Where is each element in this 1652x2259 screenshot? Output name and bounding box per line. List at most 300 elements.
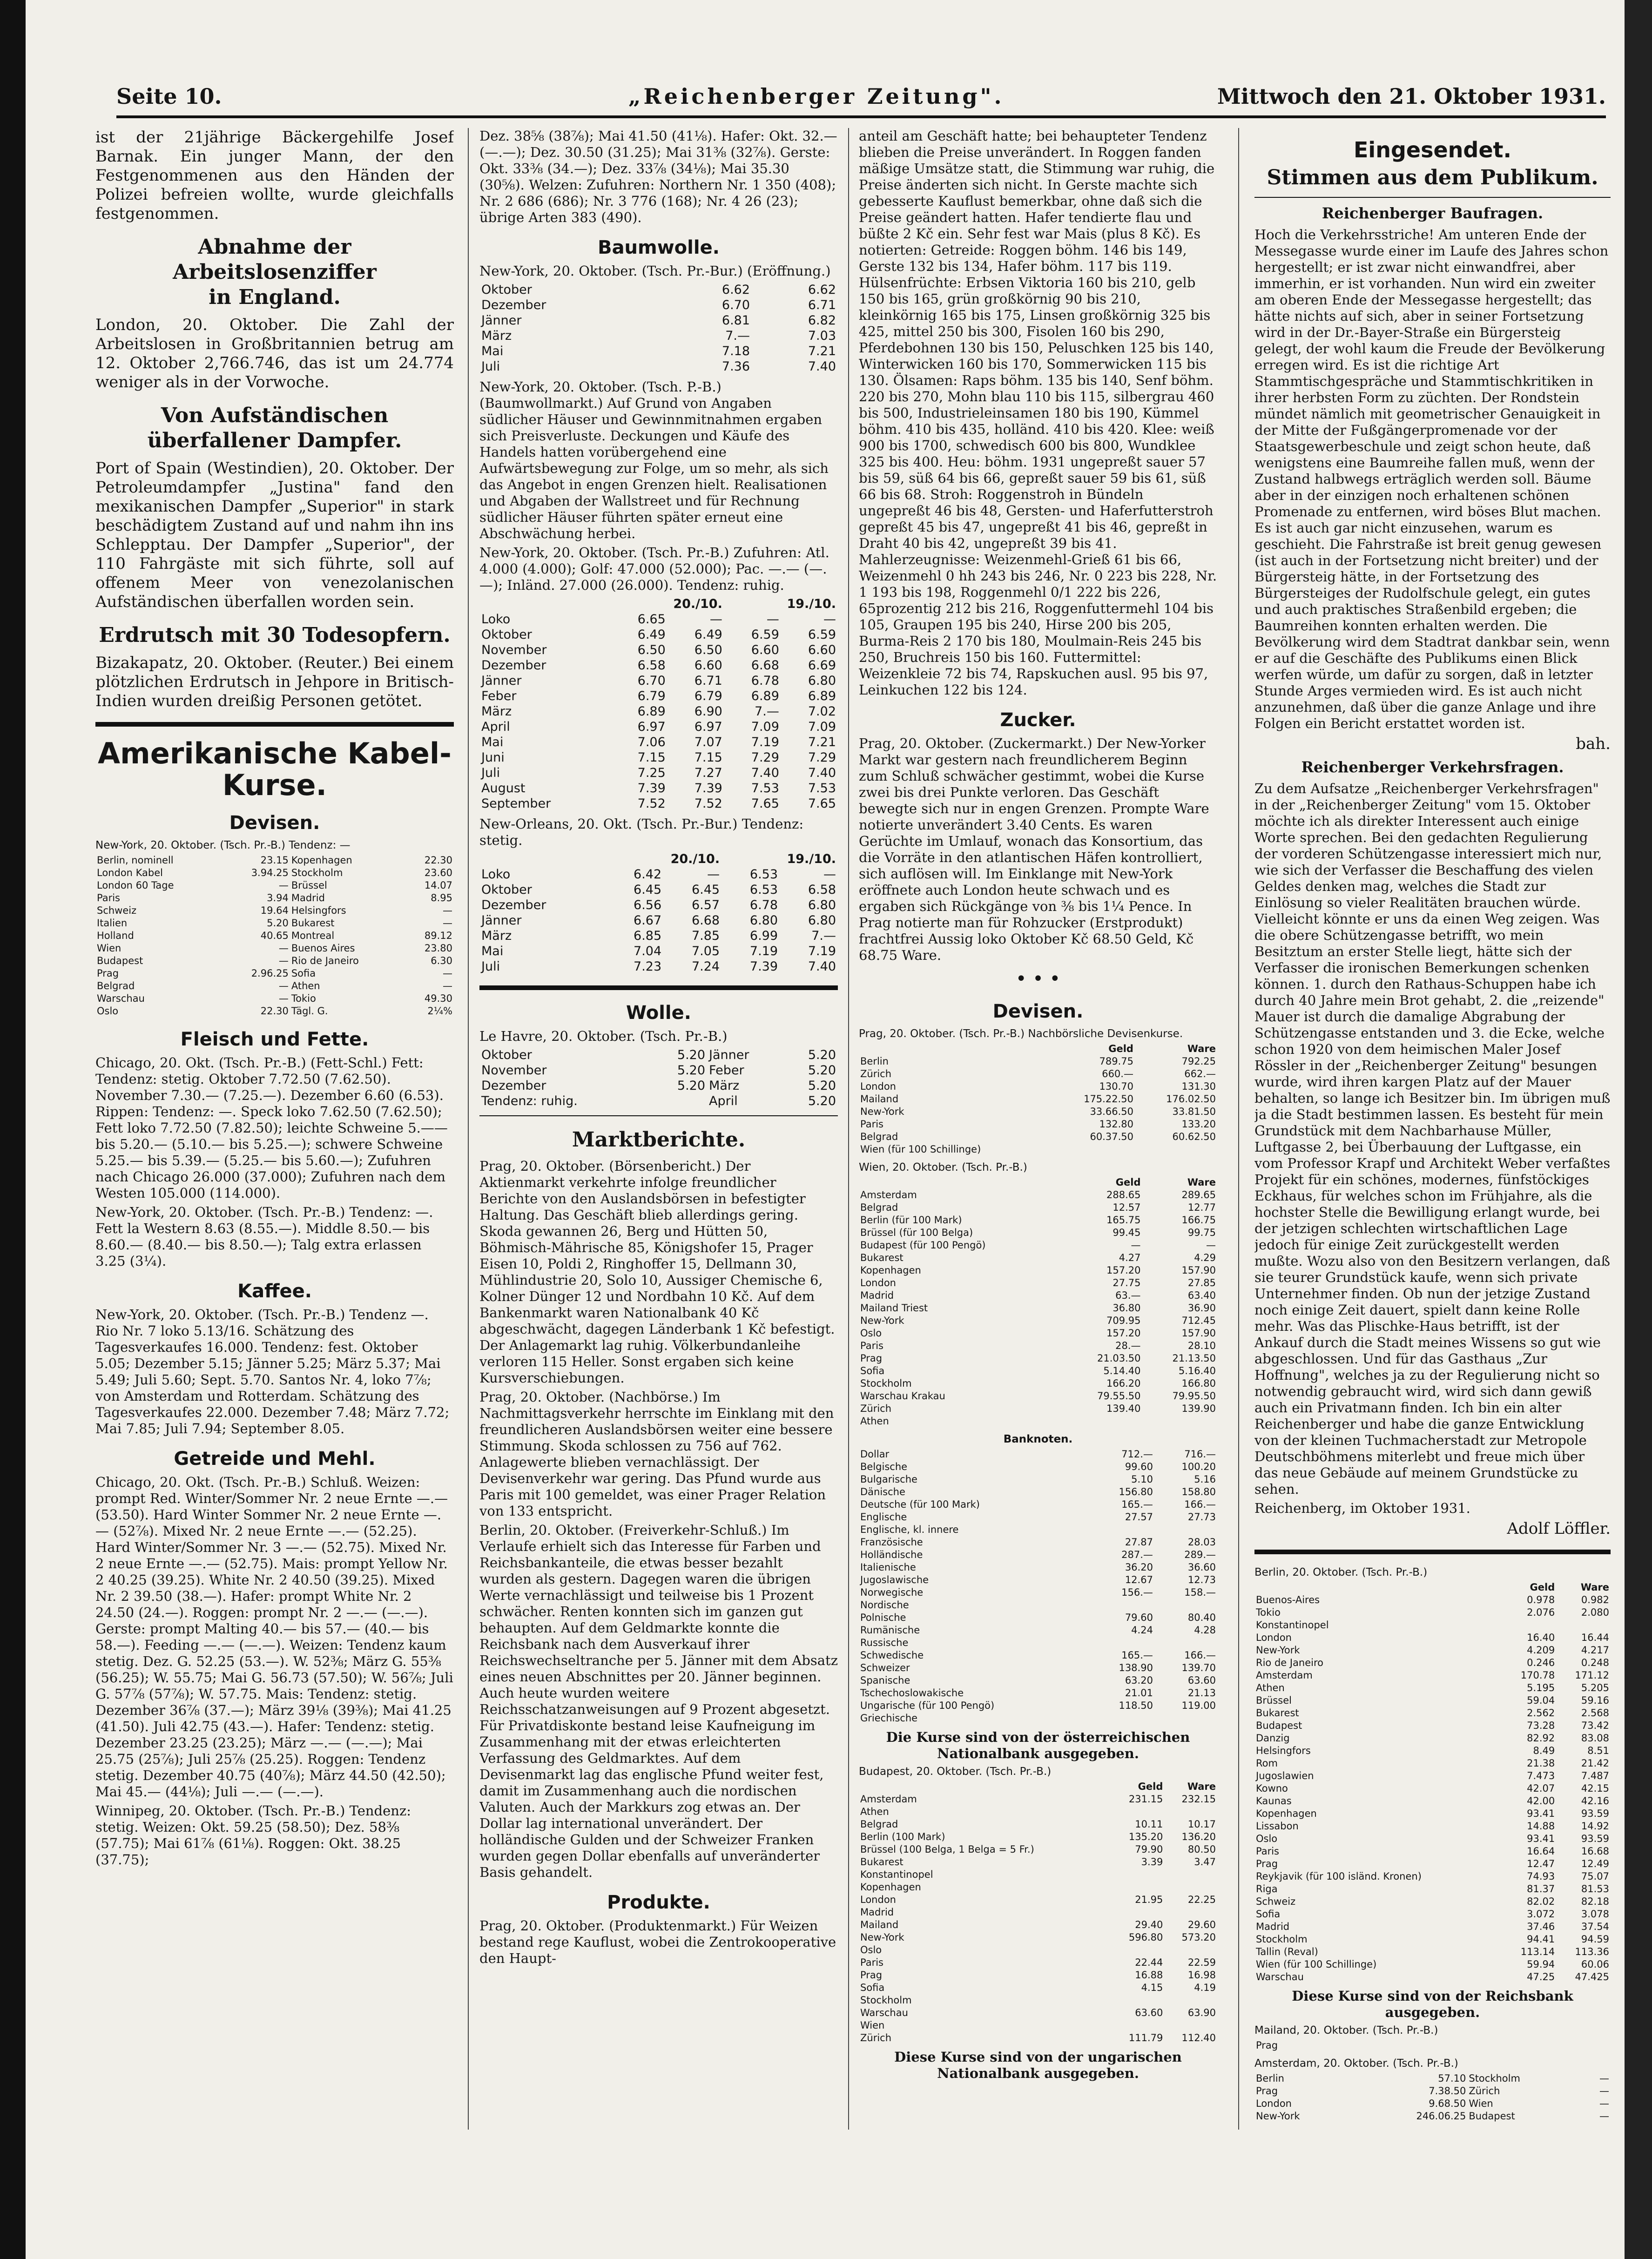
table-cell: 4.209 <box>1527 1645 1555 1656</box>
berlin-table <box>1254 1581 1611 1983</box>
headline-wolle: Wolle. <box>626 1002 691 1024</box>
table-cell: London <box>860 1894 896 1905</box>
table-cell: 6.62 <box>808 283 836 297</box>
table-row <box>95 867 454 879</box>
table-cell <box>1545 2039 1578 2052</box>
table-cell: London <box>860 1081 896 1092</box>
table-row <box>859 2019 1217 2032</box>
banknoten-table <box>859 1448 1217 1725</box>
table-row <box>859 1403 1217 1415</box>
table-cell: 49.30 <box>424 993 452 1004</box>
table-cell: 118.50 <box>1119 1700 1153 1711</box>
table-cell: 158.— <box>1184 1587 1216 1598</box>
table-row <box>859 1536 1217 1549</box>
article-markt-1: Prag, 20. Oktober. (Börsenbericht.) Der Aktienmarkt verkehrte infolge freundlicher Berichte von den Auslandsbörsen in befestigter Haltung. Das Geschäft blieb allerdings gering. Skoda gewannen 26, Berg und Hütten 50, Böhmisch-Mährische 85, Königshofer 15, Prager Eisen 10, Poldi 2, Ringhoffer 15, Dellmann 30, Mühlindustrie 20, Solo 10, Aussiger Chemische 6, Kolner Dünger 12 und Nordbahn 10 Kč. Auf dem Bankenmarkt waren Nationalbank 40 Kč abgeschwächt, dagegen Länderbank 1 Kč befestigt. Der Anlagemarkt lag ruhig. Völkerbundanleihe verloren 115 Heller. Sonst ergaben sich keine Kursverschiebungen. <box>479 1158 835 1386</box>
table-cell: 139.90 <box>1181 1403 1216 1414</box>
table-cell: Mai <box>481 344 504 358</box>
table-cell: Sofia <box>860 1982 885 1993</box>
oest-note: Die Kurse sind von der österreichischen Nationalbank ausgegeben. <box>886 1729 1190 1761</box>
table-header-row <box>859 1780 1217 1793</box>
column-rule-2 <box>848 128 849 2130</box>
table-cell: 7.52 <box>637 796 666 811</box>
table-cell: 5.205 <box>1581 1682 1609 1693</box>
table-cell: — <box>1599 2073 1609 2084</box>
table-cell: 14.07 <box>424 880 452 891</box>
budapest-table <box>859 1780 1217 2044</box>
berlin-header: Berlin, 20. Oktober. (Tsch. Pr.-B.) <box>1254 1566 1428 1578</box>
bw-ny2-table <box>479 596 838 811</box>
table-cell: Italienische <box>860 1562 916 1573</box>
table-row <box>859 1448 1217 1461</box>
table-cell <box>1164 1944 1217 1956</box>
table-cell <box>1164 1994 1217 2007</box>
table-cell: 79.55.50 <box>1097 1390 1141 1402</box>
article-fleisch: Chicago, 20. Okt. (Tsch. Pr.-B.) (Fett-Schl.) Fett: Tendenz: stetig. Oktober 7.72.50 (7.62.50). November 7.30.— (7.25.—). Dezember 6.60 (6.53). Rippen: Tendenz: —. Speck loko 7.62.50 (7.62.50); Fett loko 7.72.50 (7.82.50); leichte Schweine 5.—— bis 5.20.— (5.10.— bis 5.25.—); schwere Schweine 5.25.— bis 5.39.— (5.25.— bis 5.60.—); Zufuhren nach Chicago 26.000 (37.000); Zufuhren nach dem Westen 105.000 (114.000). <box>95 1055 448 1201</box>
table-cell: 27.85 <box>1187 1277 1216 1288</box>
table-cell: 113.14 <box>1520 1946 1555 1957</box>
table-row <box>859 1055 1217 1068</box>
table-row <box>1254 1858 1611 1870</box>
table-cell: Juni <box>481 750 505 765</box>
table-cell: Athen <box>860 1806 889 1817</box>
table-cell: 16.98 <box>1187 1969 1216 1981</box>
table-cell: Prag <box>1256 1858 1278 1869</box>
table-cell: 94.41 <box>1527 1934 1555 1945</box>
table-cell: Reykjavik (für 100 isländ. Kronen) <box>1256 1871 1422 1882</box>
table-cell: 166.— <box>1184 1650 1216 1661</box>
table-cell: 7.19 <box>808 944 836 958</box>
table-cell: — <box>443 917 452 929</box>
table-row <box>859 1289 1217 1302</box>
table-cell: 157.90 <box>1181 1265 1216 1276</box>
table-cell: Juli <box>481 359 500 374</box>
table-cell: 712.45 <box>1181 1315 1216 1326</box>
table-row <box>479 658 838 673</box>
table-row <box>95 879 454 892</box>
table-cell: 60.06 <box>1581 1959 1609 1970</box>
table-cell: 131.30 <box>1181 1081 1216 1092</box>
table-cell: Montreal <box>291 930 335 941</box>
table-cell: 289.65 <box>1181 1189 1216 1200</box>
table-cell: 7.40 <box>808 959 836 974</box>
table-cell: Belgrad <box>860 1131 898 1142</box>
table-cell: Prag <box>860 1969 883 1981</box>
table-row <box>859 1106 1217 1118</box>
table-row <box>1254 1883 1611 1895</box>
table-cell: 111.79 <box>1128 2032 1163 2043</box>
table-row <box>859 1068 1217 1080</box>
table-cell: 6.80 <box>808 674 836 688</box>
table-cell: November <box>481 643 547 657</box>
table-row <box>1254 1921 1611 1933</box>
table-row <box>479 944 838 959</box>
table-row <box>859 1340 1217 1352</box>
table-cell: Feber <box>709 1063 744 1078</box>
headline-erdrutsch: Erdrutsch mit 30 Todesopfern. <box>99 623 451 647</box>
table-row <box>859 1227 1217 1239</box>
table-cell: Madrid <box>291 892 325 904</box>
table-cell: 7.04 <box>634 944 662 958</box>
table-row <box>859 1143 1217 1156</box>
table-row <box>95 892 454 904</box>
table-row <box>859 1473 1217 1486</box>
table-cell <box>1556 1619 1611 1632</box>
table-cell: 7.23 <box>634 959 662 974</box>
table-cell: — <box>278 880 289 891</box>
table-cell: Dezember <box>481 298 546 312</box>
table-cell: 81.37 <box>1527 1883 1555 1895</box>
table-cell: 113.36 <box>1575 1946 1609 1957</box>
table-cell: Sofia <box>860 1365 885 1376</box>
table-cell: 73.42 <box>1581 1720 1609 1731</box>
table-row <box>1254 1732 1611 1745</box>
table-cell: 7.53 <box>808 781 836 796</box>
table-row <box>859 1327 1217 1340</box>
table-cell: — <box>823 867 836 882</box>
table-cell: 93.59 <box>1581 1808 1609 1819</box>
table-row <box>479 359 838 374</box>
table-cell: 7.09 <box>751 720 779 734</box>
table-row <box>1254 1795 1611 1807</box>
table-row <box>1254 1682 1611 1694</box>
table-cell: 792.25 <box>1181 1056 1216 1067</box>
table-cell: 82.18 <box>1581 1896 1609 1907</box>
table-cell: März <box>481 329 512 343</box>
table-cell: London 60 Tage <box>97 880 174 891</box>
table-cell: 7.— <box>725 329 750 343</box>
table-cell <box>1154 1599 1217 1612</box>
table-cell: Buenos Aires <box>291 943 355 954</box>
table-cell: Tendenz: ruhig. <box>481 1094 578 1108</box>
table-cell: 287.— <box>1121 1549 1153 1560</box>
table-cell: 6.89 <box>808 689 836 703</box>
table-row <box>1254 1669 1611 1682</box>
table-cell: Tschechoslowakische <box>860 1687 964 1699</box>
table-cell: 28.03 <box>1187 1537 1216 1548</box>
table-cell: 596.80 <box>1128 1932 1163 1943</box>
table-header-cell <box>859 1043 1052 1055</box>
table-cell: Schweizer <box>860 1662 910 1673</box>
table-cell: 7.65 <box>751 796 779 811</box>
table-cell: 166.75 <box>1181 1214 1216 1226</box>
table-header-cell <box>479 851 605 867</box>
table-cell <box>1112 2019 1165 2032</box>
table-row <box>1254 1833 1611 1845</box>
table-cell <box>1164 1806 1217 1818</box>
table-cell: 42.07 <box>1527 1783 1555 1794</box>
table-cell: 94.59 <box>1581 1934 1609 1945</box>
column-4 <box>1254 128 1611 2130</box>
table-row <box>859 1365 1217 1377</box>
table-cell: 136.20 <box>1181 1831 1216 1842</box>
table-cell: November <box>481 1063 547 1078</box>
table-cell: 139.40 <box>1106 1403 1141 1414</box>
table-cell: Helsingfors <box>1256 1745 1311 1756</box>
headline-fleisch: Fleisch und Fette. <box>180 1029 369 1050</box>
table-row <box>95 930 454 942</box>
table-cell: Mailand <box>860 1093 899 1105</box>
table-row <box>95 992 454 1005</box>
table-cell: 12.49 <box>1581 1858 1609 1869</box>
table-cell: 8.95 <box>431 892 452 904</box>
table-cell: 716.— <box>1184 1449 1216 1460</box>
table-cell: Jänner <box>481 674 522 688</box>
table-cell: 7.65 <box>808 796 836 811</box>
table-cell: Belgrad <box>860 1202 898 1213</box>
table-row <box>1254 1933 1611 1946</box>
section-rule <box>95 722 454 727</box>
table-cell: Kopenhagen <box>291 855 352 866</box>
table-cell: 23.60 <box>424 867 452 878</box>
table-cell: 130.70 <box>1099 1081 1133 1092</box>
table-cell: 156.— <box>1121 1587 1153 1598</box>
table-cell: Prag <box>97 968 119 979</box>
table-cell: Bukarest <box>860 1856 904 1868</box>
article-erdrutsch: Bizakapatz, 20. Oktober. (Reuter.) Bei einem plötzlichen Erdrutsch in Jehpore in Britisch-Indien wurden dreißig Personen getötet. <box>95 654 454 710</box>
table-cell: 27.87 <box>1125 1537 1153 1548</box>
table-cell: — <box>278 993 289 1004</box>
table-row <box>859 1352 1217 1365</box>
table-cell: — <box>1599 2085 1609 2097</box>
table-cell: 21.01 <box>1125 1687 1153 1699</box>
table-cell: Kopenhagen <box>1256 1808 1317 1819</box>
table-row <box>859 1118 1217 1131</box>
table-cell: 119.00 <box>1181 1700 1216 1711</box>
table-cell: Nordische <box>860 1599 909 1611</box>
headline-getreide: Getreide und Mehl. <box>174 1448 376 1470</box>
table-row <box>859 1415 1217 1428</box>
table-row <box>95 854 454 867</box>
table-cell: 7.38.50 <box>1429 2085 1466 2097</box>
table-cell: 6.69 <box>808 658 836 673</box>
table-cell: 6.58 <box>808 883 836 897</box>
table-row <box>859 1189 1217 1201</box>
table-cell: 7.40 <box>808 359 836 374</box>
table-cell: 6.89 <box>637 704 666 719</box>
table-row <box>1254 1782 1611 1795</box>
table-row <box>479 282 838 297</box>
table-cell: 7.24 <box>691 959 720 974</box>
table-cell: Mailand Triest <box>860 1302 928 1314</box>
table-row <box>479 1093 838 1109</box>
wolle-table <box>479 1047 838 1109</box>
table-cell: 12.77 <box>1187 1202 1216 1213</box>
table-row <box>1254 1606 1611 1619</box>
table-cell: 2.96.25 <box>251 968 289 979</box>
article-baufragen: Hoch die Verkehrsstriche! Am unteren Ende der Messegasse wurde einer im Laufe des Jahres schon hergestellt; er ist zwar nicht einwandfrei, aber immerhin, er ist vorhanden. Nun wird ein zweiter am oberen Ende der Messegasse hergestellt; das hätte nichts auf sich, aber in seiner Fortsetzung wird in der Dr.-Bayer-Straße ein Bürgersteig gelegt, der wohl kaum die Freude der Bevölkerung erregen wird. Es ist die richtige Art Stammtischgespräche und Stammtischkritiken in ihrer herbsten Form zu züchten. Der Rondstein mündet nämlich mit geometrischer Genauigkeit in der Mitte der Fußgängerpromenade vor der Staatsgewerbeschule und zeigt schon heute, daß wenigstens eine Baumreihe fallen muß, wenn der Zustand halbwegs erträglich werden soll. Bäume aber in der einzigen noch erhaltenen schönen Promenade zu entfernen, wird böses Blut machen. Es ist auch gar nicht einzusehen, warum es geschieht. Die Fahrstraße ist breit genug gewesen (ist auch in der Fortsetzung nicht breiter) und der Bürgersteig hätte, in der Fortsetzung des Bürgersteiges der Rudolfschule gelegt, ein gutes und auch praktisches Straßenbild ergeben; die Baumreihen konnten erhalten werden. Die Bevölkerung wird dem Stadtrat dankbar sein, wenn er auf die Geschäfte des Publikums einen Blick werfen würde, um dafür zu sorgen, daß in letzter Stunde Arges vermieden wird. Es ist auch nicht anzunehmen, daß über die ganze Anlage und ihre Folgen ein Bericht erstattet worden ist. <box>1254 227 1610 731</box>
mailand-table <box>1254 2039 1611 2052</box>
table-cell: Wien <box>860 2020 885 2031</box>
devisen-header: New-York, 20. Oktober. (Tsch. Pr.-B.) Tendenz: — <box>95 839 351 851</box>
page-header <box>116 79 1606 118</box>
budapest-header: Budapest, 20. Oktober. (Tsch. Pr.-B.) <box>859 1766 1052 1778</box>
table-row <box>859 1586 1217 1599</box>
article-intro: ist der 21jährige Bäckergehilfe Josef Barnak. Ein junger Mann, der den Festgenommenen aus den Händen der Polizei befreien wollte, wurde gleichfalls festgenommen. <box>95 128 454 223</box>
table-cell: 60.62.50 <box>1172 1131 1216 1142</box>
table-cell: 6.79 <box>694 689 722 703</box>
table-header-row <box>479 596 838 612</box>
table-cell: 21.13 <box>1187 1687 1216 1699</box>
table-row <box>1254 2085 1611 2097</box>
table-cell: August <box>481 781 526 796</box>
table-cell: Ungarische (für 100 Pengö) <box>860 1700 995 1711</box>
table-cell: 6.80 <box>808 913 836 928</box>
table-cell: 6.59 <box>751 627 779 642</box>
table-cell: Paris <box>860 1119 883 1130</box>
table-cell: 59.16 <box>1581 1695 1609 1706</box>
table-row <box>479 642 838 658</box>
table-row <box>1254 1644 1611 1657</box>
table-cell: 6.59 <box>808 627 836 642</box>
table-cell: 7.53 <box>751 781 779 796</box>
table-cell: Athen <box>1256 1682 1285 1693</box>
table-cell: Griechische <box>860 1713 918 1724</box>
table-header-cell: 20./10. <box>673 597 722 611</box>
table-cell: Konstantinopel <box>860 1869 933 1880</box>
table-row <box>859 2007 1217 2019</box>
table-cell: 93.59 <box>1581 1833 1609 1844</box>
table-cell: Tallin (Reval) <box>1256 1946 1318 1957</box>
table-cell: 10.17 <box>1187 1819 1216 1830</box>
article-getreide: Chicago, 20. Okt. (Tsch. Pr.-B.) Schluß. Weizen: prompt Red. Winter/Sommer Nr. 2 neue Ernte —.— (53.50). Hard Winter Sommer Nr. 2 neue Ernte —.— (52⅞). Mixed Nr. 2 neue Ernte —.— (52.25). Hard Winter/Sommer Nr. 3 —.— (52.75). Mixed Nr. 2 neue Ernte —.— (52.75). Mais: prompt Yellow Nr. 2 40.25 (39.25). White Nr. 2 40.50 (39.25). Mixed Nr. 2 39.50 (38.—). Hafer: prompt White Nr. 2 24.50 (24.—). Roggen: prompt Nr. 2 —.— (—.—). Gerste: prompt Malting 40.— bis 57.— (40.— bis 58.—). Feeding —.— (—.—). Weizen: Tendenz kaum stetig. Dez. G. 52.25 (53.—). W. 52⅜; März G. 55⅜ (56.25); W. 55.75; Mai G. 56.73 (57.50); W. 56⅞; Juli G. 57⅞ (57⅞); W. 57.75. Mais: Tendenz: stetig. Dezember 36⅞ (37.—); März 39⅛ (39⅜); Mai 41.25 (41.50). Juli 42.75 (43.—). Hafer: Tendenz: stetig. Dezember 23.25 (23.25); März —.— (—.—); Mai 25.75 (25⅞); Juli 25⅞ (25.25). Roggen: Tendenz stetig. Dezember 40.75 (40⅞); März 44.50 (42.50); Mai 45.— (44⅛); Juli —.— (—.—). <box>95 1474 453 1800</box>
table-cell: 6.30 <box>431 955 452 966</box>
article-kaffee: New-York, 20. Oktober. (Tsch. Pr.-B.) Tendenz —. Rio Nr. 7 loko 5.13/16. Schätzung des Tagesverkaufes 16.000. Tendenz: fest. Oktober 5.05; Dezember 5.15; Jänner 5.25; März 5.37; Mai 5.49; Juli 5.60; Sept. 5.70. Santos Nr. 4, loko 7⅞; von Amsterdam und Rotterdam. Schätzung des Tagesverkaufes 22.000. Dezember 7.48; März 7.72; Mai 7.85; Juli 7.94; September 8.05. <box>95 1307 450 1436</box>
table-row <box>1254 1946 1611 1958</box>
table-cell: 22.59 <box>1187 1957 1216 1968</box>
table-cell: 231.15 <box>1128 1794 1163 1805</box>
table-cell: 36.90 <box>1187 1302 1216 1314</box>
table-cell: 6.70 <box>637 674 666 688</box>
table-row <box>1254 1657 1611 1669</box>
table-cell: 175.22.50 <box>1084 1093 1133 1105</box>
table-cell <box>1164 1868 1217 1881</box>
table-cell: 7.09 <box>808 720 836 734</box>
table-cell: 63.20 <box>1125 1675 1153 1686</box>
table-cell: 7.85 <box>691 929 720 943</box>
table-cell: Dezember <box>481 658 546 673</box>
table-cell: 42.16 <box>1581 1795 1609 1807</box>
table-cell: Paris <box>1256 1846 1279 1857</box>
table-cell: 662.— <box>1184 1068 1216 1079</box>
table-cell: 6.80 <box>808 898 836 912</box>
table-cell: 27.75 <box>1113 1277 1141 1288</box>
table-row <box>1254 2110 1611 2123</box>
table-cell: New-York <box>860 1315 904 1326</box>
table-cell: Berlin (100 Mark) <box>860 1831 945 1842</box>
table-cell: Budapest (für 100 Pengö) <box>860 1240 986 1251</box>
table-cell: 93.41 <box>1527 1808 1555 1819</box>
article-dampfer: Port of Spain (Westindien), 20. Oktober. Der Petroleumdampfer „Justina" fand den mexikanischen Dampfer „Superior" in stark beschädigtem Zustand auf und nahm ihn ins Schlepptau. Der Dampfer „Superior", der 110 Fahrgäste mit sich führte, soll auf offenem Meer von venezolanischen Aufständischen überfallen worden sein. <box>95 459 454 611</box>
table-cell: 16.40 <box>1527 1632 1555 1643</box>
table-cell: — <box>1131 1240 1141 1251</box>
table-cell: 6.60 <box>808 643 836 657</box>
table-cell: Belgische <box>860 1461 908 1472</box>
table-cell: 12.67 <box>1125 1574 1153 1585</box>
table-cell: New-York <box>860 1106 904 1117</box>
table-row <box>479 313 838 328</box>
table-cell: 93.41 <box>1527 1833 1555 1844</box>
table-row <box>1254 1720 1611 1732</box>
table-cell: Oslo <box>860 1328 882 1339</box>
table-cell: 176.02.50 <box>1166 1093 1216 1105</box>
table-cell <box>1164 1906 1217 1919</box>
table-cell: 7.487 <box>1581 1770 1609 1781</box>
table-row <box>1254 1971 1611 1983</box>
article-england: London, 20. Oktober. Die Zahl der Arbeitslosen in Großbritannien betrug am 12. Oktober 2,766.746, das ist um 24.774 weniger als in der Vorwoche. <box>95 316 454 391</box>
table-cell: Sofia <box>1256 1908 1281 1920</box>
table-row <box>859 1687 1217 1699</box>
table-cell: Athen <box>291 980 320 991</box>
table-cell: 89.12 <box>424 930 452 941</box>
table-cell: Warschau Krakau <box>860 1390 945 1402</box>
table-cell: Oslo <box>1256 1833 1278 1844</box>
table-cell <box>1092 1599 1154 1612</box>
table-cell: Rumänische <box>860 1625 920 1636</box>
table-cell: Rom <box>1256 1758 1278 1769</box>
table-row <box>859 1793 1217 1806</box>
table-cell: Französische <box>860 1537 923 1548</box>
table-header-cell: Ware <box>1580 1582 1609 1593</box>
table-cell: 5.20 <box>677 1079 706 1093</box>
headline-england: Abnahme der Arbeitslosenziffer in England. <box>173 235 377 309</box>
table-cell: 74.93 <box>1527 1871 1555 1882</box>
table-row <box>859 1944 1217 1956</box>
table-cell: 7.52 <box>694 796 722 811</box>
table-cell: 6.50 <box>637 643 666 657</box>
table-cell: 60.37.50 <box>1090 1131 1133 1142</box>
mailand-header: Mailand, 20. Oktober. (Tsch. Pr.-B.) <box>1254 2024 1438 2036</box>
table-cell: 2.080 <box>1581 1607 1609 1618</box>
table-cell: Oktober <box>481 1048 532 1062</box>
table-cell: 47.25 <box>1527 1971 1555 1983</box>
headline-baufragen: Reichenberger Baufragen. <box>1322 204 1544 222</box>
table-cell: 6.78 <box>751 674 779 688</box>
table-cell: 23.80 <box>424 943 452 954</box>
table-cell: Warschau <box>860 2007 908 2018</box>
table-cell: 5.20 <box>808 1048 836 1062</box>
table-row <box>479 297 838 313</box>
table-cell: 6.58 <box>637 658 666 673</box>
table-row <box>859 1649 1217 1662</box>
table-row <box>859 1674 1217 1687</box>
wolle-header: Le Havre, 20. Oktober. (Tsch. Pr.-B.) <box>479 1028 728 1044</box>
table-cell: — <box>1599 2098 1609 2109</box>
table-cell: 132.80 <box>1099 1119 1133 1130</box>
table-cell: 57.10 <box>1438 2073 1466 2084</box>
table-cell: 7.40 <box>808 766 836 780</box>
table-cell: 6.53 <box>749 867 778 882</box>
signature-bah: bah. <box>1576 735 1611 753</box>
table-cell: 5.20 <box>267 917 289 929</box>
article-winnipeg: Winnipeg, 20. Oktober. (Tsch. Pr.-B.) Tendenz: stetig. Weizen: Okt. 59.25 (58.50); Dez. 58⅜ (57.75); Mai 61⅞ (61⅛). Roggen: Okt. 38.25 (37.75); <box>95 1803 411 1868</box>
headline-stimmen: Stimmen aus dem Publikum. <box>1267 166 1598 189</box>
table-cell: 2.568 <box>1581 1707 1609 1719</box>
table-cell: 5.16.40 <box>1178 1365 1216 1376</box>
table-cell: Berlin (für 100 Mark) <box>860 1214 962 1226</box>
table-row <box>1254 1707 1611 1720</box>
table-cell: 7.21 <box>808 344 836 358</box>
table-cell: New-York <box>1256 2111 1300 2122</box>
table-cell: Schwedische <box>860 1650 924 1661</box>
table-cell: 2.562 <box>1527 1707 1555 1719</box>
bw-ny-table <box>479 282 838 374</box>
table-cell: Konstantinopel <box>1256 1619 1329 1631</box>
table-cell: 6.68 <box>751 658 779 673</box>
table-cell: 5.20 <box>808 1063 836 1078</box>
headline-verkehrsfragen: Reichenberger Verkehrsfragen. <box>1301 758 1564 776</box>
reichsbank-note: Diese Kurse sind von der Reichsbank ausgegeben. <box>1292 1988 1573 2020</box>
table-cell: 6.71 <box>694 674 722 688</box>
